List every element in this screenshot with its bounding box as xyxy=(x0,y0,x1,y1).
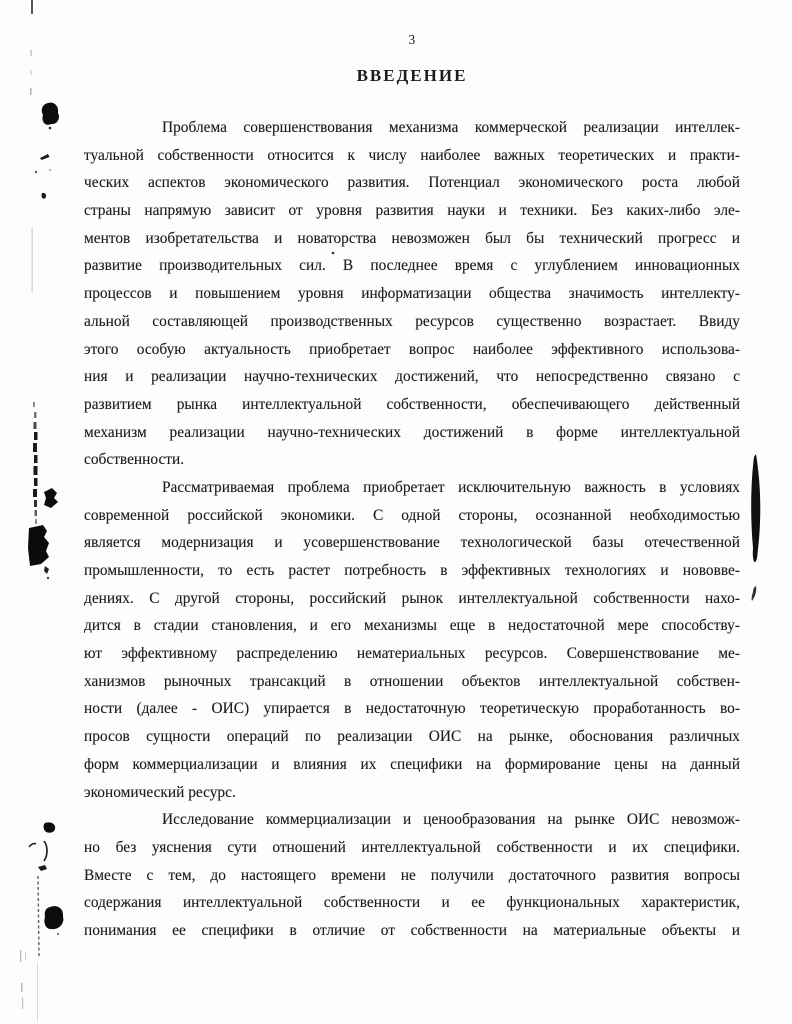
scan-line xyxy=(21,983,23,992)
text-line: ют эффективному распределению нематериальных ресурсов. Совершенствование ме- xyxy=(84,645,740,663)
text-line: просов сущности операций по реализации ОИС на рынке, обоснования различных xyxy=(84,728,740,746)
scan-speck xyxy=(49,127,52,130)
scan-speck xyxy=(35,171,37,173)
text-line: Вместе с тем, до настоящего времени не получили достаточного развития вопросы xyxy=(84,866,740,884)
scan-speck xyxy=(31,50,32,56)
page-body-text xyxy=(84,114,740,945)
scan-line xyxy=(31,0,33,14)
text-line: дениях. С другой стороны, российский рынок интеллектуальной собственности нахо- xyxy=(84,589,740,607)
ink-streak xyxy=(33,402,38,524)
scan-speck xyxy=(31,70,32,75)
text-line: Рассматриваемая проблема приобретает исключительную важность в условиях xyxy=(162,478,740,496)
text-line: содержания интеллектуальной собственности и ее функциональных характеристик, xyxy=(84,894,740,912)
text-line: понимания ее специфики в отличие от собственности на материальные объекты и xyxy=(84,921,740,939)
text-line: процессов и повышением уровня информатизации общества значимость интеллекту- xyxy=(84,285,740,303)
text-line: промышленности, то есть растет потребность в эффективных технологиях и нововве- xyxy=(84,562,740,579)
ink-mark xyxy=(40,154,50,160)
text-line: альной составляющей производственных ресурсов существенно возрастает. Ввиду xyxy=(84,312,740,330)
ink-blob xyxy=(44,488,58,508)
scan-speck xyxy=(57,933,59,935)
ink-mark xyxy=(752,586,757,601)
scan-speck xyxy=(49,169,51,171)
text-line: ханизмов рыночных трансакций в отношении объектов интеллектуальной собствен- xyxy=(84,672,740,690)
ink-mark xyxy=(38,865,47,871)
text-line: экономический ресурс. xyxy=(84,783,236,801)
text-line: Исследование коммерциализации и ценообразования на рынке ОИС невозмож- xyxy=(162,811,740,829)
section-heading: ВВЕДЕНИЕ xyxy=(356,66,468,85)
scan-line xyxy=(32,228,33,292)
scan-speck xyxy=(30,88,32,95)
text-line: форм коммерциализации и влияния их специфики на формирование цены на данный xyxy=(84,755,740,773)
ink-mark xyxy=(44,566,49,574)
text-line: этого особую актуальность приобретает вопрос наиболее эффективного использова- xyxy=(84,340,740,358)
pen-stroke xyxy=(751,454,760,562)
ink-blob xyxy=(44,822,56,832)
text-line: ческих аспектов экономического развития. Потенциал экономического роста любой xyxy=(84,174,740,192)
text-line: ности (далее - ОИС) упирается в недостаточную теоретическую проработанность во- xyxy=(84,700,740,718)
scan-line xyxy=(22,997,23,1009)
ink-mark xyxy=(44,841,47,861)
ink-blob xyxy=(42,103,59,125)
page-number: 3 xyxy=(408,33,416,48)
text-line: является модернизация и усовершенствование технологической базы отечественной xyxy=(84,534,740,552)
scan-speck xyxy=(47,577,49,579)
ink-blob xyxy=(44,906,63,929)
text-line: Проблема совершенствования механизма коммерческой реализации интеллек- xyxy=(162,119,740,136)
ink-mark xyxy=(42,193,47,199)
text-line: страны напрямую зависит от уровня развития науки и техники. Без каких-либо эле- xyxy=(84,202,740,220)
text-line: ментов изобретательства и новаторства невозможен был бы технический прогресс и xyxy=(84,229,740,247)
ink-blob xyxy=(28,525,49,566)
text-line: механизм реализации научно-технических достижений в форме интеллектуальной xyxy=(84,423,740,441)
text-line: но без уяснения сути отношений интеллектуальной собственности и их специфики. xyxy=(84,838,740,856)
text-line: развитием рынка интеллектуальной собственности, обеспечивающего действенный xyxy=(84,395,740,413)
text-line: дится в стадии становления, и его механизмы еще в недостаточной мере способству- xyxy=(84,617,740,635)
text-line: развитие производительных сил. В последнее время с углублением инновационных xyxy=(84,257,740,275)
text-line: ния и реализации научно-технических достижений, что непосредственно связано с xyxy=(84,368,740,386)
ink-mark xyxy=(29,844,36,847)
text-line: современной российской экономики. С одной стороны, осознанной необходимостью xyxy=(84,506,740,524)
scan-line xyxy=(25,952,26,960)
scan-line xyxy=(20,950,21,962)
text-line: собственности. xyxy=(84,451,185,469)
scan-line xyxy=(37,962,38,1022)
text-line: туальной собственности относится к числу наиболее важных теоретических и практи- xyxy=(84,146,740,164)
scan-line xyxy=(38,876,39,958)
